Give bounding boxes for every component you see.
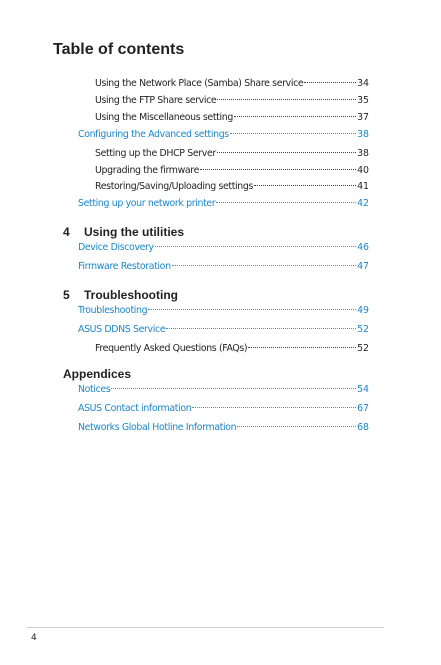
section-title: Appendices bbox=[63, 367, 132, 381]
dot-leader bbox=[217, 99, 356, 100]
toc-entry-advanced-settings[interactable] bbox=[78, 128, 369, 142]
dot-leader bbox=[111, 388, 356, 389]
section-number: 4 bbox=[63, 225, 70, 239]
dot-leader bbox=[254, 185, 356, 186]
page-title: Table of contents bbox=[53, 41, 185, 58]
toc-page-number: 35 bbox=[357, 95, 369, 106]
footer-divider bbox=[27, 627, 384, 628]
dot-leader bbox=[237, 426, 356, 427]
toc-entry-dhcp-server[interactable] bbox=[95, 147, 369, 161]
toc-page-number: 52 bbox=[357, 343, 369, 354]
toc-entry-network-printer[interactable] bbox=[78, 197, 369, 211]
toc-entry-faqs[interactable] bbox=[95, 342, 369, 356]
toc-entry-firmware-restoration[interactable] bbox=[78, 260, 369, 274]
toc-entry-upgrade-firmware[interactable] bbox=[95, 164, 369, 178]
section-title: Using the utilities bbox=[84, 225, 185, 239]
dot-leader bbox=[192, 407, 356, 408]
toc-entry-device-discovery[interactable] bbox=[78, 241, 369, 255]
toc-page-number: 68 bbox=[357, 422, 369, 433]
toc-entry-label: Using the FTP Share service bbox=[95, 95, 217, 106]
toc-entry-label: Restoring/Saving/Uploading settings bbox=[95, 181, 254, 192]
section-heading-troubleshooting bbox=[63, 288, 178, 302]
dot-leader bbox=[172, 265, 356, 266]
dot-leader bbox=[155, 246, 356, 247]
toc-page-number: 38 bbox=[357, 148, 369, 159]
toc-page-number: 52 bbox=[357, 324, 369, 335]
section-title: Troubleshooting bbox=[84, 288, 178, 302]
toc-entry-miscellaneous[interactable] bbox=[95, 111, 369, 125]
toc-page-number: 38 bbox=[357, 129, 369, 140]
toc-entry-samba-share[interactable] bbox=[95, 77, 369, 91]
dot-leader bbox=[166, 328, 356, 329]
toc-page-number: 54 bbox=[357, 384, 369, 395]
toc-entry-contact-information[interactable] bbox=[78, 402, 369, 416]
toc-page-number: 67 bbox=[357, 403, 369, 414]
dot-leader bbox=[217, 152, 356, 153]
toc-page-number: 42 bbox=[357, 198, 369, 209]
toc-entry-label: Troubleshooting bbox=[78, 305, 148, 316]
dot-leader bbox=[200, 169, 356, 170]
toc-page-number: 49 bbox=[357, 305, 369, 316]
toc-entry-restore-settings[interactable] bbox=[95, 180, 369, 194]
toc-entry-label: Networks Global Hotline Information bbox=[78, 422, 237, 433]
toc-entry-label: Notices bbox=[78, 384, 111, 395]
toc-page-number: 46 bbox=[357, 242, 369, 253]
dot-leader bbox=[148, 309, 356, 310]
toc-entry-label: ASUS DDNS Service bbox=[78, 324, 166, 335]
toc-entry-label: Setting up your network printer bbox=[78, 198, 216, 209]
toc-entry-label: Configuring the Advanced settings bbox=[78, 129, 229, 140]
toc-entry-label: Frequently Asked Questions (FAQs) bbox=[95, 343, 248, 354]
toc-entry-label: Using the Miscellaneous setting bbox=[95, 112, 233, 123]
section-heading-utilities bbox=[63, 225, 184, 239]
toc-entry-label: Firmware Restoration bbox=[78, 261, 171, 272]
toc-entry-hotline-information[interactable] bbox=[78, 421, 369, 435]
toc-entry-ftp-share[interactable] bbox=[95, 94, 369, 108]
toc-page-number: 34 bbox=[357, 78, 369, 89]
dot-leader bbox=[304, 82, 356, 83]
dot-leader bbox=[234, 116, 356, 117]
toc-entry-label: Setting up the DHCP Server bbox=[95, 148, 216, 159]
toc-page-number: 41 bbox=[357, 181, 369, 192]
toc-page-number: 40 bbox=[357, 165, 369, 176]
section-heading-appendices bbox=[63, 367, 131, 381]
page-number: 4 bbox=[31, 633, 37, 643]
toc-entry-label: ASUS Contact information bbox=[78, 403, 192, 414]
toc-page-number: 47 bbox=[357, 261, 369, 272]
toc-entry-troubleshooting[interactable] bbox=[78, 304, 369, 318]
toc-entry-label: Upgrading the firmware bbox=[95, 165, 200, 176]
section-number: 5 bbox=[63, 288, 70, 302]
toc-page-number: 37 bbox=[357, 112, 369, 123]
toc-entry-notices[interactable] bbox=[78, 383, 369, 397]
toc-entry-ddns-service[interactable] bbox=[78, 323, 369, 337]
dot-leader bbox=[248, 347, 356, 348]
toc-entry-label: Device Discovery bbox=[78, 242, 154, 253]
dot-leader bbox=[216, 202, 356, 203]
dot-leader bbox=[230, 133, 356, 134]
toc-entry-label: Using the Network Place (Samba) Share service bbox=[95, 78, 304, 89]
